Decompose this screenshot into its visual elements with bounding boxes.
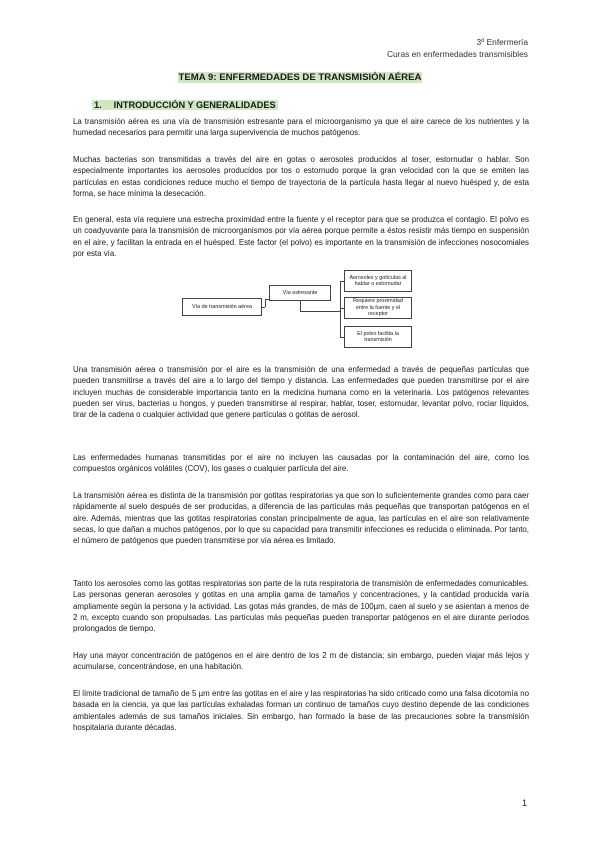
concept-diagram <box>180 269 416 351</box>
paragraph-5: Las enfermedades humanas transmitidas por el aire no incluyen las causadas por la contaminación del aire, como los compuestos orgánicos volátiles (COV), los gases o cualquier partícula del aire. <box>73 453 529 474</box>
paragraph-4: Una transmisión aérea o transmisión por el aire es la transmisión de una enfermedad a través de pequeñas partículas que pueden transmitirse a través del aire a lo largo del tiempo y distancia. Las enfermedades que pueden transmitirse por el aire incluyen muchas de considerable importancia tanto en la medicina humana como en la veterinaria. Los patógenos relevantes pueden ser virus, bacterias u hongos, y pueden transmitirse al respirar, hablar, toser, estornudar, levantar polvo, rociar líquidos, tirar de la cadena o cualquier actividad que genere partículas o gotitas de aerosol. <box>73 365 529 420</box>
section-number: 1. <box>94 100 102 110</box>
diagram-connector <box>265 299 266 307</box>
diagram-leaf-node: Aerosoles y gotículas al hablar o estornudar <box>344 270 412 292</box>
section-heading-highlight <box>92 100 278 110</box>
header-subject: Curas en enfermedades transmisibles <box>386 49 528 59</box>
diagram-root-node: Vía de transmisión aérea <box>182 298 262 316</box>
header-course: 3º Enfermería <box>476 37 528 47</box>
paragraph-8: Hay una mayor concentración de patógenos en el aire dentro de los 2 m de distancia; sin embargo, pueden viajar más lejos y acumularse, concentrándose, en una habitación. <box>73 651 529 672</box>
section-heading <box>92 100 278 110</box>
paragraph-2: Muchas bacterias son transmitidas a través del aire en gotas o aerosoles producidos al toser, estornudar o hablar. Son especialmente importantes los aerosoles producidos por tos o estornudo porque la gran velocidad con la que se emiten las partículas en estas condiciones reduce mucho el tiempo de trayectoria de la partícula hasta llegar al nuevo huésped y, de esta forma, se hace mínima la desecación. <box>73 155 529 198</box>
paragraph-9: El límite tradicional de tamaño de 5 µm entre las gotitas en el aire y las respiratorias ha sido criticado como una falsa dicotomía no basada en la ciencia, ya que las partículas exhaladas forman un continuo de tamaños cuyo destino depende de las condiciones ambientales además de sus tamaños iniciales. Sin embargo, han formado la base de las precauciones sobre la transmisión hospitalaria durante décadas. <box>73 689 529 732</box>
diagram-middle-node: Vía estresante <box>269 285 331 301</box>
diagram-connector <box>300 311 340 312</box>
paragraph-3: En general, esta vía requiere una estrecha proximidad entre la fuente y el receptor para que se produzca el contagio. El polvo es un coadyuvante para la transmisión de microorganismos por vía aérea porque permite a éstos resistir más tiempo en suspensión en el aire, y facilitan la entrada en el huésped. Este factor (el polvo) es importante en la transmisión de infecciones nosocomiales por esta vía. <box>73 215 529 258</box>
paragraph-6: La transmisión aérea es distinta de la transmisión por gotitas respiratorias ya que son lo suficientemente grandes como para caer rápidamente al suelo después de ser producidas, a diferencia de las partículas más pequeñas que transportan patógenos en el aire. Además, mientras que las gotitas respiratorias constan principalmente de agua, las partículas en el aire son relativamente secas, lo que dañan a muchos patógenos, por lo que su capacidad para transmitir infecciones es reducida o eliminada. Por tanto, el número de patógenos que pueden transmitirse por vía aérea es limitado. <box>73 491 529 546</box>
diagram-connector <box>300 301 301 311</box>
paragraph-7: Tanto los aerosoles como las gotitas respiratorias son parte de la ruta respiratoria de transmisión de enfermedades comunicables. Las personas generan aerosoles y gotitas en una amplia gama de tamaños y concentraciones, y la cantidad producida varía ampliamente según la persona y la actividad. Las gotas más grandes, de más de 100µm, caen al suelo y se asientan a menos de 2 m, excepto cuando son propulsadas. Las partículas más pequeñas pueden transportar patógenos en el aire durante períodos prolongados de tiempo. <box>73 579 529 634</box>
diagram-connector <box>262 307 265 308</box>
page-number: 1 <box>521 798 527 808</box>
page-header <box>387 36 528 60</box>
paragraph-1: La transmisión aérea es una vía de transmisión estresante para el microorganismo ya que el aire carece de los nutrientes y la humedad necesarios para permitir una larga supervivencia de muchos patógenos. <box>73 117 529 138</box>
document-title-text: TEMA 9: ENFERMEDADES DE TRANSMISIÓN AÉREA <box>178 72 422 83</box>
section-title: INTRODUCCIÓN Y GENERALIDADES <box>113 100 276 110</box>
diagram-leaf-node: Requiere proximidad entre la fuente y el receptor <box>344 297 412 319</box>
document-title <box>0 72 600 83</box>
diagram-leaf-node: El polvo facilita la transmisión <box>344 326 412 348</box>
diagram-connector <box>340 281 341 338</box>
